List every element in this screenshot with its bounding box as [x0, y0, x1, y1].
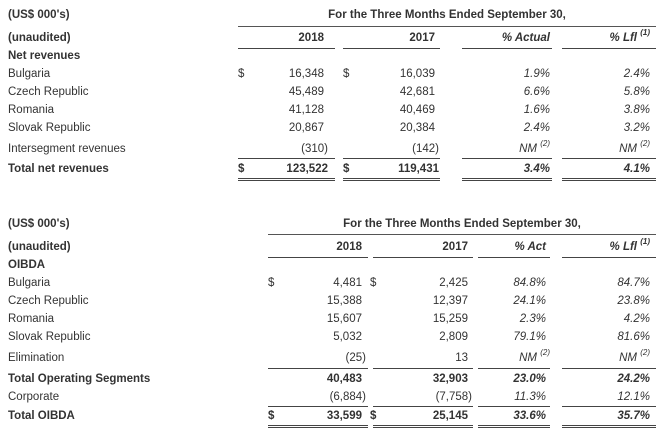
subtotal-rule — [373, 368, 473, 369]
row-label: Total net revenues — [8, 163, 109, 175]
table2-col-pct: % Act — [514, 241, 546, 253]
row-label: Elimination — [8, 352, 65, 364]
table-row — [0, 65, 664, 83]
table-row — [0, 101, 664, 119]
currency-symbol: $ — [238, 68, 245, 80]
value-lfl: 84.7% — [617, 277, 650, 289]
table2-corporate-row — [0, 388, 664, 406]
currency-symbol: $ — [268, 277, 275, 289]
total-double-rule — [373, 425, 473, 428]
value-lfl: 3.8% — [623, 104, 650, 116]
value-lfl: 5.8% — [623, 86, 650, 98]
value-2017: 15,259 — [432, 313, 468, 325]
value-2017: (7,758) — [435, 391, 472, 403]
total-double-rule — [478, 425, 550, 428]
table2-header-row-2 — [0, 238, 664, 256]
value-2017: 25,145 — [432, 410, 468, 422]
table-row — [0, 140, 664, 158]
subtotal-rule — [478, 368, 550, 369]
value-lfl: 81.6% — [617, 331, 650, 343]
table-row — [0, 292, 664, 310]
value-2018: 15,388 — [326, 295, 362, 307]
table1-unaudited-label: (unaudited) — [8, 32, 71, 44]
table2-segments-total-row — [0, 370, 664, 388]
table-row — [0, 310, 664, 328]
value-2017: 2,809 — [439, 331, 468, 343]
value-pct: 6.6% — [523, 86, 550, 98]
value-2018: 40,483 — [326, 373, 362, 385]
value-2017: 32,903 — [432, 373, 468, 385]
table1-header-row-1 — [0, 6, 664, 24]
row-label: Romania — [8, 313, 55, 325]
table2-header-rule — [268, 234, 656, 235]
value-pct: 1.6% — [523, 104, 550, 116]
value-lfl: 24.2% — [617, 373, 650, 385]
value-2018: 15,607 — [326, 313, 362, 325]
currency-symbol: $ — [343, 68, 350, 80]
value-2017: 42,681 — [399, 86, 435, 98]
total-double-rule — [268, 425, 368, 428]
value-pct: 79.1% — [513, 331, 546, 343]
value-lfl: 23.8% — [617, 295, 650, 307]
currency-symbol: $ — [370, 410, 377, 422]
value-pct: 3.4% — [523, 163, 550, 175]
value-2017: 2,425 — [439, 277, 468, 289]
row-label: Slovak Republic — [8, 122, 91, 134]
value-2018: (6,884) — [329, 391, 366, 403]
table1-col-2018: 2018 — [298, 32, 324, 44]
table2-col-lfl: % Lfl $^{(1)}$ — [609, 237, 650, 253]
value-2017: 16,039 — [399, 68, 435, 80]
subtotal-rule — [343, 158, 440, 159]
table1-period-header: For the Three Months Ended September 30, — [328, 9, 566, 21]
value-2018: 5,032 — [333, 331, 362, 343]
table-row — [0, 119, 664, 137]
table1-col-pct: % Actual — [501, 32, 550, 44]
table1-section-label: Net revenues — [8, 50, 81, 62]
value-2018: 123,522 — [286, 163, 328, 175]
value-2018: (25) — [345, 352, 366, 364]
table1-header-rule — [238, 26, 656, 27]
value-2018: 4,481 — [333, 277, 362, 289]
value-pct: NM $^{(2)}$ — [519, 348, 550, 364]
value-2017: (142) — [412, 143, 439, 155]
value-pct: 33.6% — [513, 410, 546, 422]
table1-col-2017: 2017 — [409, 32, 435, 44]
value-pct: 11.3% — [514, 391, 546, 403]
value-pct: 1.9% — [523, 68, 550, 80]
value-lfl: 4.2% — [623, 313, 650, 325]
subtotal-rule — [238, 158, 335, 159]
value-2017: 20,384 — [399, 122, 435, 134]
total-double-rule — [562, 178, 656, 181]
value-2017: 40,469 — [399, 104, 435, 116]
table1-section-row — [0, 47, 664, 65]
value-lfl: 12.1% — [617, 391, 650, 403]
row-label: Czech Republic — [8, 86, 89, 98]
value-lfl: NM $^{(2)}$ — [619, 139, 650, 155]
row-label: Corporate — [8, 391, 60, 403]
value-lfl: 3.2% — [623, 122, 650, 134]
table-row — [0, 349, 664, 367]
value-lfl: 4.1% — [623, 163, 650, 175]
total-double-rule — [238, 178, 335, 181]
value-pct: 2.3% — [519, 313, 546, 325]
row-label: Total Operating Segments — [8, 373, 151, 385]
value-lfl: 2.4% — [623, 68, 650, 80]
row-label: Slovak Republic — [8, 331, 91, 343]
value-2017: 12,397 — [432, 295, 468, 307]
value-lfl: 35.7% — [617, 410, 650, 422]
table2-col-2018: 2018 — [336, 241, 362, 253]
table-row — [0, 83, 664, 101]
table2-unit-label: (US$ 000's) — [8, 218, 70, 230]
row-label: Czech Republic — [8, 295, 89, 307]
row-label: Total OIBDA — [8, 410, 75, 422]
value-2018: (310) — [301, 143, 328, 155]
value-2017: 119,431 — [398, 163, 439, 175]
value-2018: 45,489 — [288, 86, 324, 98]
value-pct: 2.4% — [523, 122, 550, 134]
value-2018: 16,348 — [288, 68, 324, 80]
table-row — [0, 274, 664, 292]
table1-header-row-2 — [0, 29, 664, 47]
row-label: Romania — [8, 104, 55, 116]
table2-section-row — [0, 256, 664, 274]
value-lfl: NM $^{(2)}$ — [619, 348, 650, 364]
currency-symbol: $ — [268, 410, 275, 422]
row-label: Bulgaria — [8, 277, 51, 289]
row-label: Bulgaria — [8, 68, 51, 80]
total-double-rule — [343, 178, 440, 181]
currency-symbol: $ — [238, 163, 245, 175]
value-pct: 84.8% — [513, 277, 546, 289]
total-double-rule — [562, 425, 656, 428]
total-double-rule — [462, 178, 552, 181]
table2-header-row-1 — [0, 215, 664, 233]
subtotal-rule — [562, 158, 656, 159]
table1-unit-label: (US$ 000's) — [8, 9, 70, 21]
table1-total-row — [0, 160, 664, 178]
currency-symbol: $ — [370, 277, 377, 289]
value-2018: 41,128 — [288, 104, 324, 116]
table-row — [0, 328, 664, 346]
row-label: Intersegment revenues — [8, 143, 126, 155]
table2-total-row — [0, 407, 664, 425]
value-2018: 33,599 — [326, 410, 362, 422]
value-2017: 13 — [455, 352, 468, 364]
value-2018: 20,867 — [288, 122, 324, 134]
subtotal-rule — [462, 158, 552, 159]
table1-col-lfl: % Lfl $^{(1)}$ — [609, 28, 650, 44]
currency-symbol: $ — [343, 163, 350, 175]
value-pct: 24.1% — [513, 295, 546, 307]
table2-col-2017: 2017 — [442, 241, 468, 253]
value-pct: NM $^{(2)}$ — [519, 139, 550, 155]
subtotal-rule — [562, 368, 656, 369]
value-pct: 23.0% — [513, 373, 546, 385]
table2-period-header: For the Three Months Ended September 30, — [343, 218, 581, 230]
subtotal-rule — [268, 368, 368, 369]
table2-unaudited-label: (unaudited) — [8, 241, 71, 253]
table2-section-label: OIBDA — [8, 259, 46, 271]
